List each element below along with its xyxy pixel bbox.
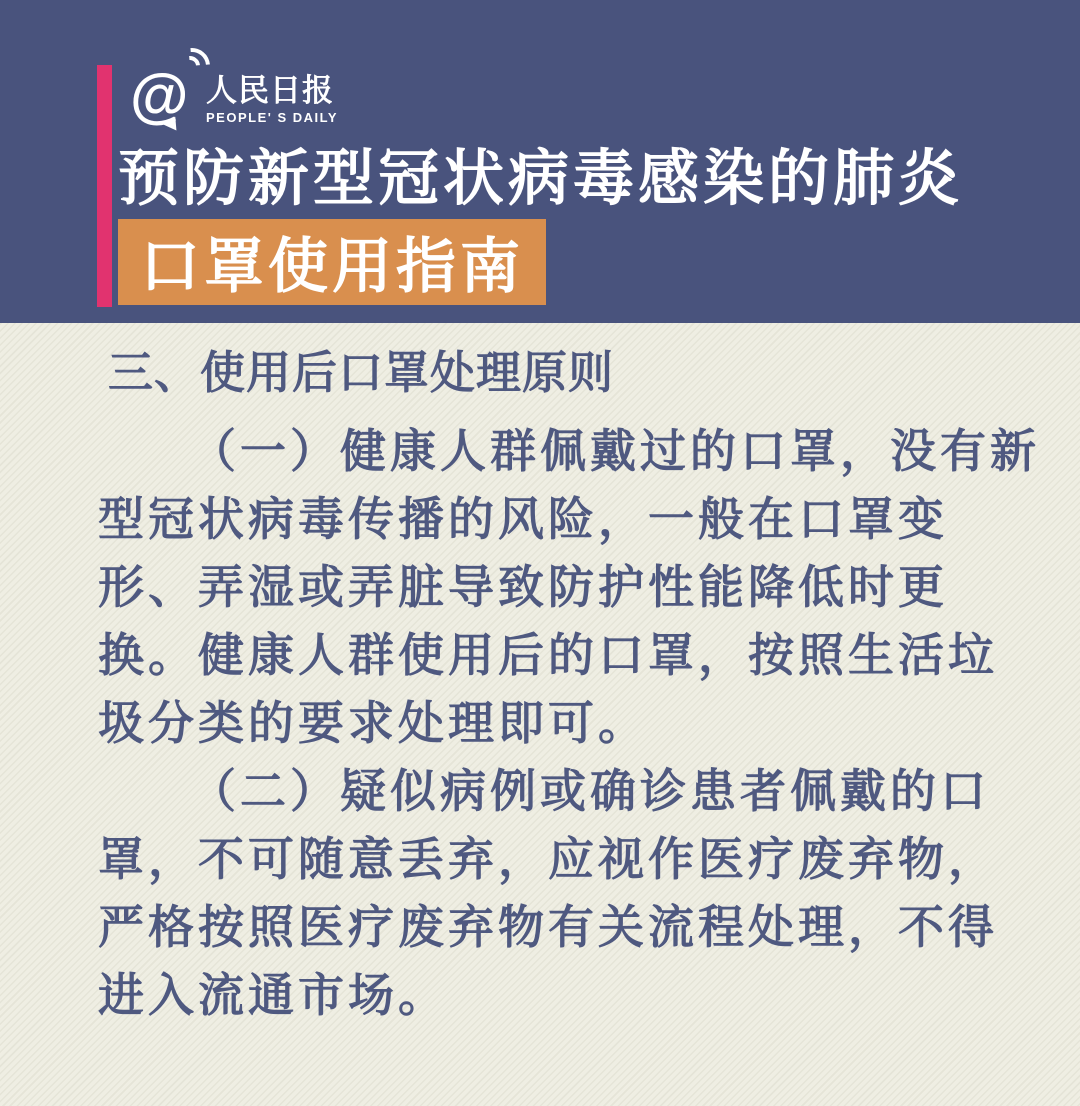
- body-text-line: 严格按照医疗废弃物有关流程处理，不得: [98, 901, 998, 953]
- body-text-line: 圾分类的要求处理即可。: [98, 697, 648, 749]
- body-text-line: 进入流通市场。: [98, 969, 448, 1021]
- content-area: [0, 323, 1080, 1106]
- logo-name-chinese: 人民日报: [206, 73, 334, 108]
- accent-bar: [97, 65, 112, 307]
- logo-name-english: PEOPLE' S DAILY: [206, 110, 339, 125]
- body-text-line: （二）疑似病例或确诊患者佩戴的口: [190, 765, 990, 817]
- at-glyph: @: [130, 62, 189, 129]
- body-text-line: 罩，不可随意丢弃，应视作医疗废弃物，: [98, 833, 998, 885]
- poster-title: 预防新型冠状病毒感染的肺炎: [118, 144, 964, 212]
- peoples-daily-logo: [130, 58, 338, 134]
- subtitle-highlight-box: [118, 219, 546, 305]
- poster-subtitle: 口罩使用指南: [140, 233, 524, 300]
- section-title: 三、使用后口罩处理原则: [108, 347, 615, 398]
- body-text-line: 型冠状病毒传播的风险，一般在口罩变: [98, 493, 948, 545]
- logo-text: [206, 58, 338, 125]
- at-icon: [130, 58, 192, 134]
- header: [0, 0, 1080, 323]
- body-text: [98, 417, 1040, 1029]
- body-text-line: （一）健康人群佩戴过的口罩，没有新: [190, 425, 1040, 477]
- body-text-line: 换。健康人群使用后的口罩，按照生活垃: [98, 629, 998, 681]
- body-text-line: 形、弄湿或弄脏导致防护性能降低时更: [98, 561, 948, 613]
